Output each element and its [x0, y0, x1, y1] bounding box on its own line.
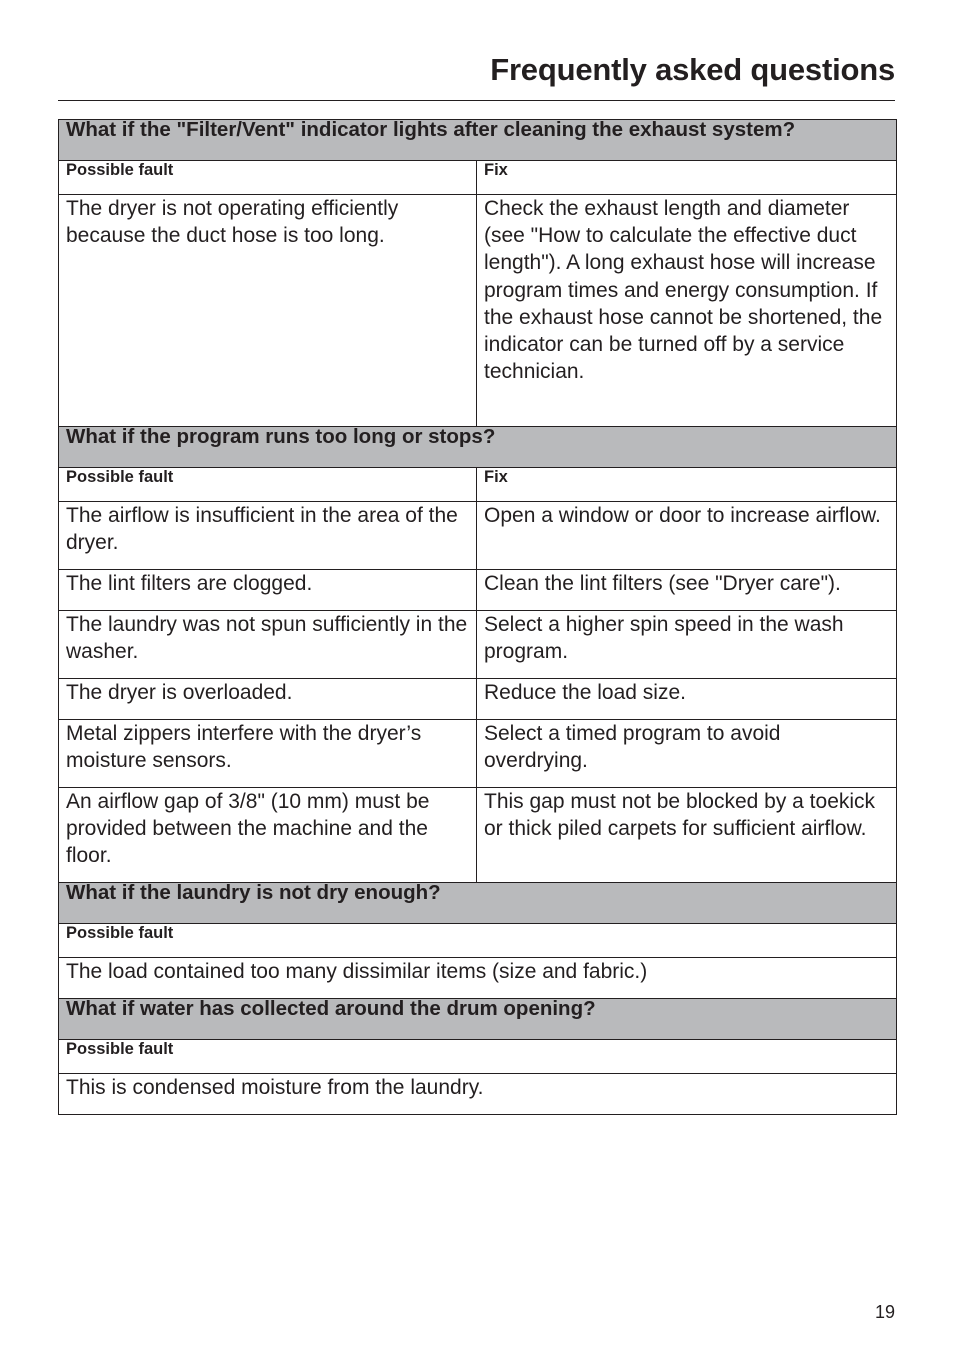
fix-cell: Select a higher spin speed in the wash program. [477, 611, 897, 679]
table-row [59, 1074, 897, 1115]
fix-cell: Open a window or door to increase airflow. [477, 502, 897, 570]
page-number: 19 [874, 1302, 895, 1322]
column-header-row [59, 468, 897, 502]
table-row [59, 788, 897, 883]
fault-cell: The lint filters are clogged. [59, 570, 477, 611]
section-question: What if the program runs too long or stops? [59, 427, 897, 468]
possible-fault-header: Possible fault [59, 161, 477, 195]
section-question-row [59, 427, 897, 468]
fix-cell: This gap must not be blocked by a toekick or thick piled carpets for sufficient airflow. [477, 788, 897, 883]
possible-fault-header: Possible fault [59, 924, 897, 958]
table-row [59, 195, 897, 427]
page-title: Frequently asked questions [490, 52, 895, 87]
fault-cell: The dryer is overloaded. [59, 679, 477, 720]
fix-header: Fix [477, 161, 897, 195]
fault-cell: Metal zippers interfere with the dryer’s moisture sensors. [59, 720, 477, 788]
fix-cell: Reduce the load size. [477, 679, 897, 720]
column-header-row [59, 924, 897, 958]
possible-fault-header: Possible fault [59, 1040, 897, 1074]
possible-fault-header: Possible fault [59, 468, 477, 502]
column-header-row [59, 161, 897, 195]
table-row [59, 611, 897, 679]
fault-cell: The laundry was not spun sufficiently in the washer. [59, 611, 477, 679]
fault-cell: The load contained too many dissimilar items (size and fabric.) [59, 958, 897, 999]
section-question-row [59, 120, 897, 161]
section-question-row [59, 999, 897, 1040]
section-question: What if water has collected around the drum opening? [59, 999, 897, 1040]
page-header [58, 52, 895, 101]
table-row [59, 958, 897, 999]
table-row [59, 502, 897, 570]
fault-cell: The airflow is insufficient in the area of the dryer. [59, 502, 477, 570]
fault-cell: This is condensed moisture from the laundry. [59, 1074, 897, 1115]
section-question: What if the laundry is not dry enough? [59, 883, 897, 924]
fix-cell: Clean the lint filters (see "Dryer care"). [477, 570, 897, 611]
section-question-row [59, 883, 897, 924]
table-row [59, 720, 897, 788]
fix-header: Fix [477, 468, 897, 502]
faq-table [58, 119, 897, 1115]
table-row [59, 570, 897, 611]
column-header-row [59, 1040, 897, 1074]
fault-cell: An airflow gap of 3/8" (10 mm) must be provided between the machine and the floor. [59, 788, 477, 883]
fix-cell: Select a timed program to avoid overdrying. [477, 720, 897, 788]
table-row [59, 679, 897, 720]
fault-cell: The dryer is not operating efficiently because the duct hose is too long. [59, 195, 477, 427]
section-question: What if the "Filter/Vent" indicator lights after cleaning the exhaust system? [59, 120, 897, 161]
fix-cell: Check the exhaust length and diameter (see "How to calculate the effective duct length"). A long exhaust hose will increase program times and energy consumption. If the exhaust hose cannot be shortened, the indicator can be turned off by a service technician. [477, 195, 897, 427]
